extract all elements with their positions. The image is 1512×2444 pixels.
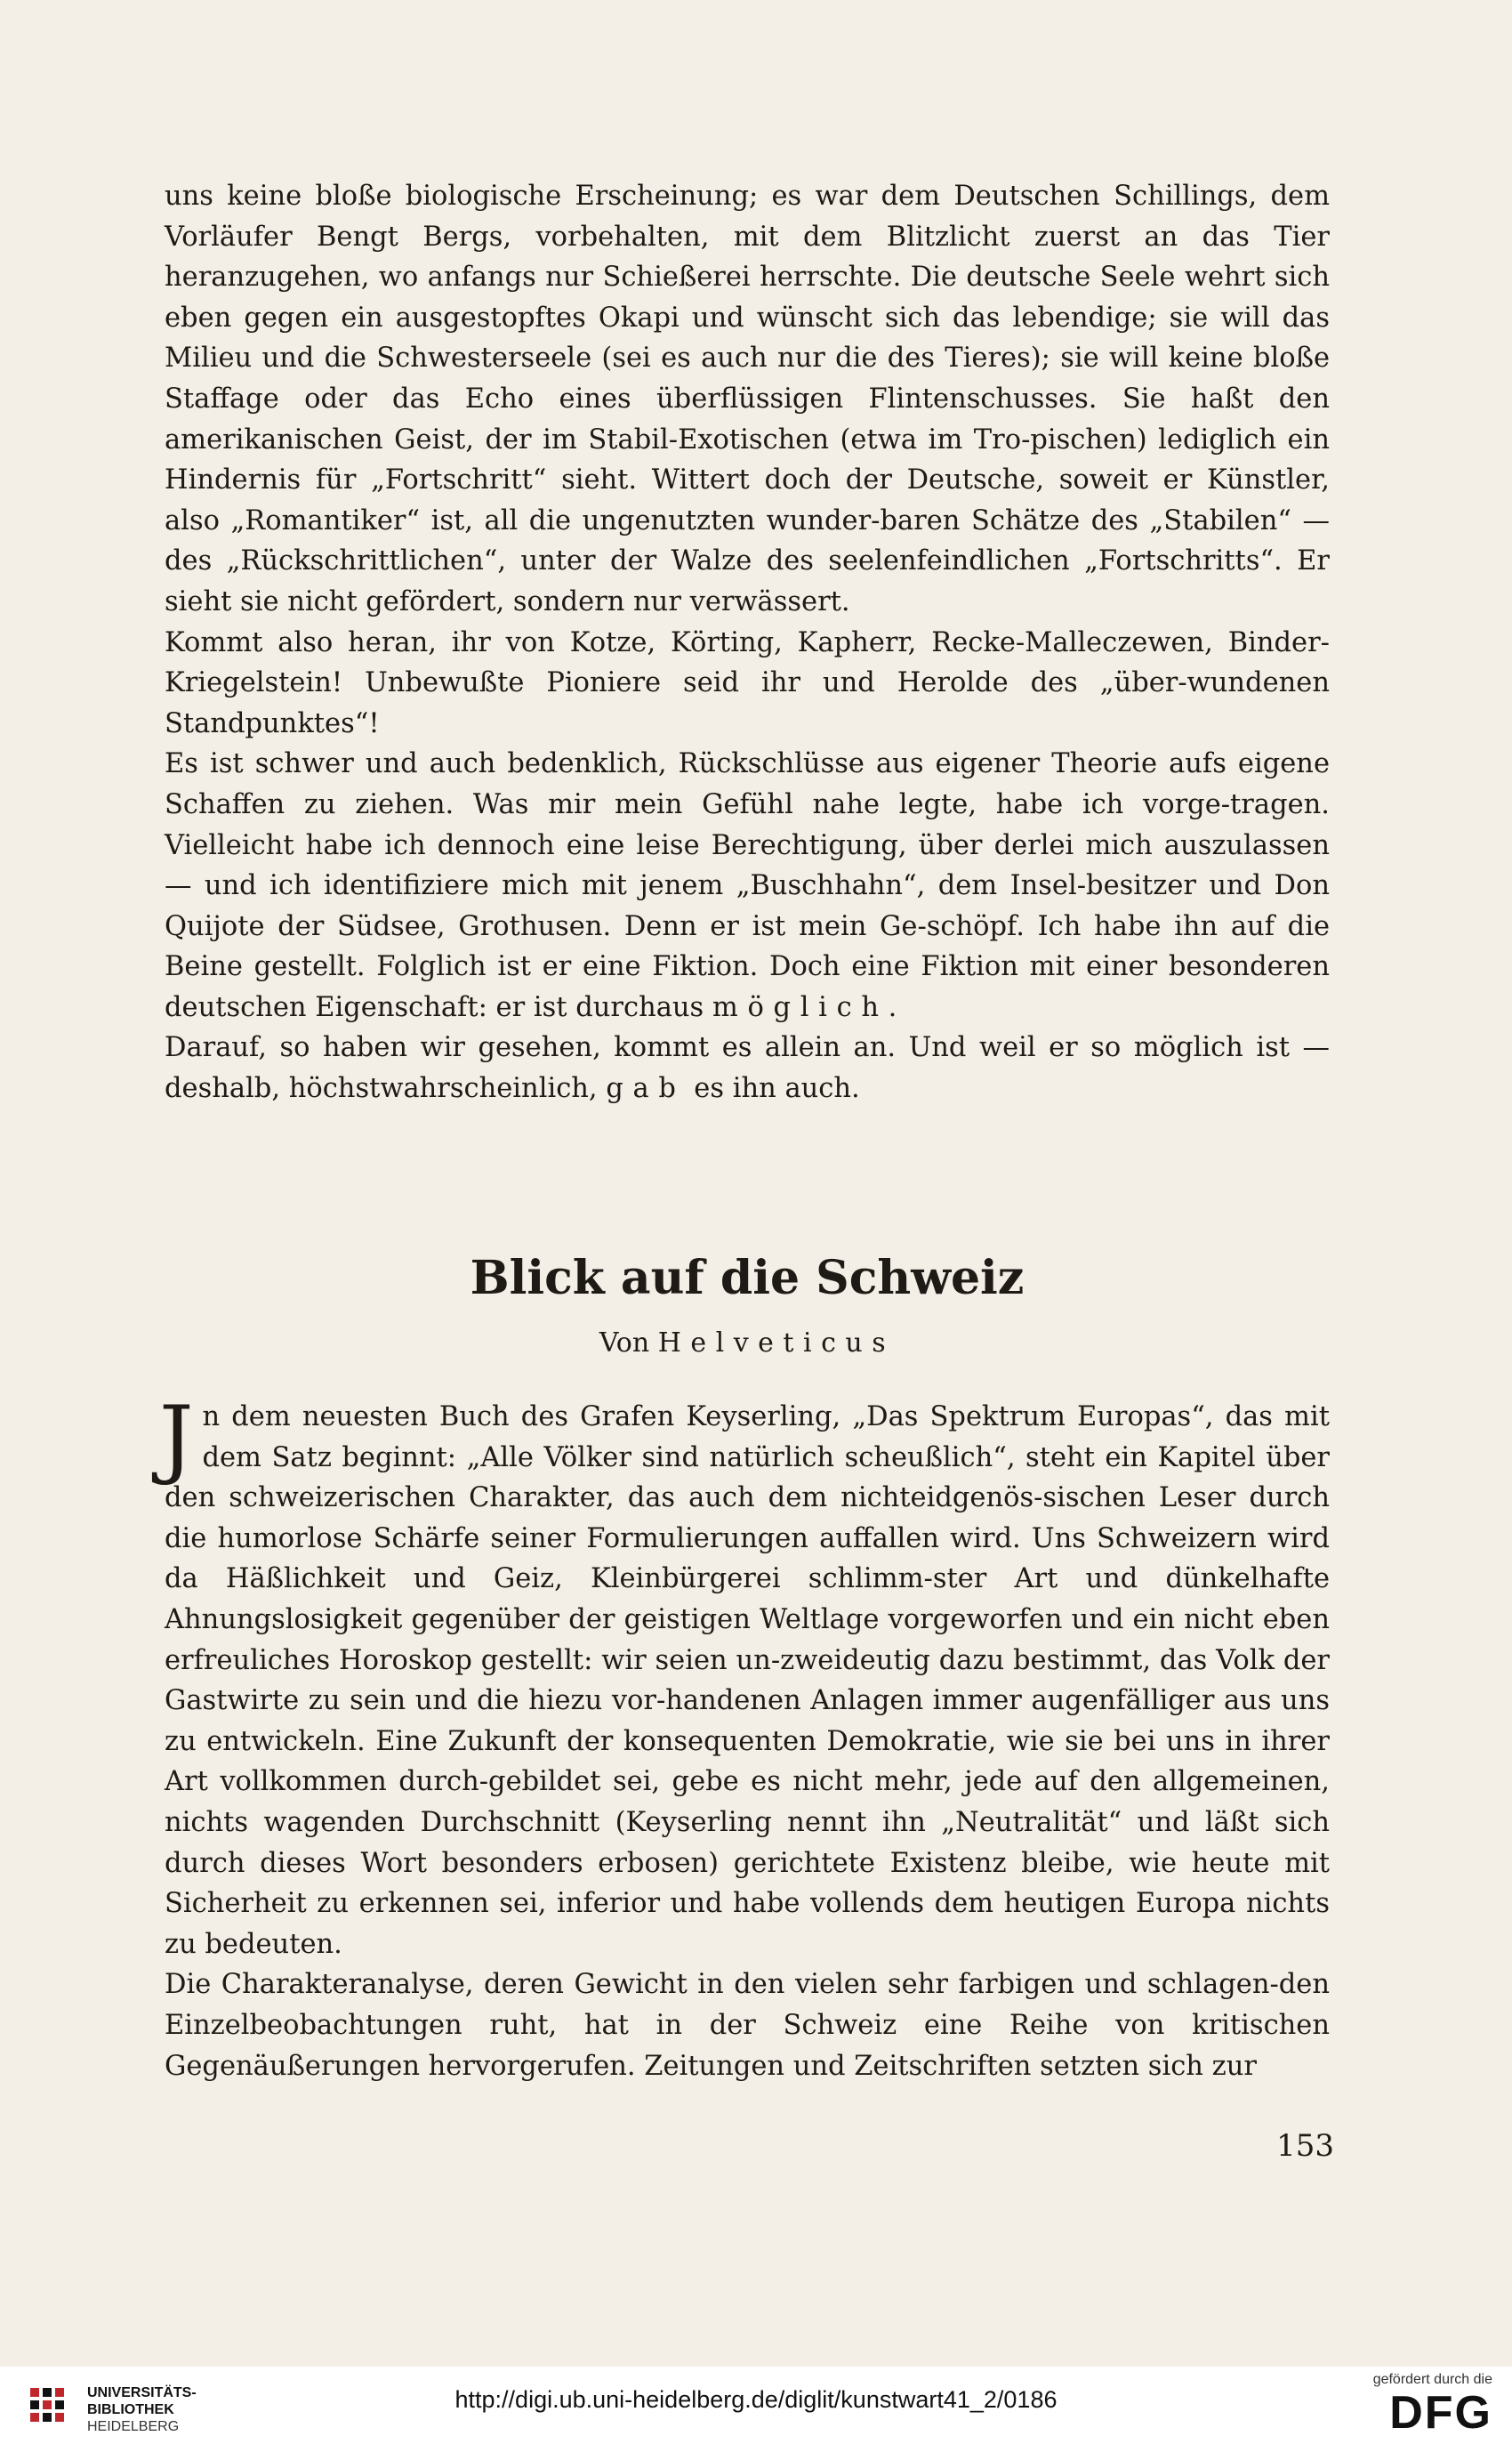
paragraph: Kommt also heran, ihr von Kotze, Körting, Kapherr, Recke-Malleczewen, Binder-Kriegelstein! Unbewußte Pioniere seid ihr und Herolde des „über-wundenen Standpunktes“! (165, 626, 1330, 739)
paragraph: Die Charakteranalyse, deren Gewicht in den vielen sehr farbigen und schlagen-den Einzelbeobachtungen ruht, hat in der Schweiz eine Reihe von kritischen Gegenäußerungen hervorgerufen. Zeitungen und Zeitschriften setzten sich zur (165, 1969, 1330, 2082)
library-name-line: UNIVERSITÄTS- (87, 2385, 197, 2400)
permalink-url[interactable]: http://digi.ub.uni-heidelberg.de/diglit/kunstwart41_2/0186 (454, 2386, 1058, 2413)
paragraph (165, 744, 1330, 1028)
previous-article-text (165, 176, 1330, 1109)
dfg-funding-logo (1315, 2372, 1492, 2440)
article-body (159, 1388, 1330, 2086)
library-name-line: BIBLIOTHEK (87, 2402, 174, 2417)
emphasized-word: möglich (712, 991, 889, 1023)
library-name-line: HEIDELBERG (87, 2419, 180, 2434)
digitization-footer (0, 2367, 1512, 2444)
paragraph (165, 1028, 1330, 1109)
paragraph: uns keine bloße biologische Erscheinung; es war dem Deutschen Schillings, dem Vorläufer Bengt Bergs, vorbehalten, mit dem Blitzlicht zuerst an das Tier heranzugehen, wo anfangs nur Schießerei herrschte. Die deutsche Seele wehrt sich eben gegen ein ausgestopftes Okapi und wünscht sich das lebendige; sie will das Milieu und die Schwesterseele (sei es auch nur die des Tieres); sie will keine bloße Staffage oder das Echo eines überflüssigen Flintenschusses. Sie haßt den amerikanischen Geist, der im Stabil-Exotischen (etwa im Tro-pischen) lediglich ein Hindernis für „Fortschritt“ sieht. Wittert doch der Deutsche, soweit er Künstler, also „Romantiker“ ist, all die ungenutzten wunder-baren Schätze des „Stabilen“ — des „Rückschrittlichen“, unter der Walze des seelenfeindlichen „Fortschritts“. Er sieht sie nicht gefördert, sondern nur verwässert. (165, 181, 1330, 617)
paragraph-text: . (888, 991, 897, 1023)
paragraph-text: Es ist schwer und auch bedenklich, Rückschlüsse aus eigener Theorie aufs eigene Schaffen zu ziehen. Was mir mein Gefühl nahe legte, habe ich vorge-tragen. Vielleicht habe ich dennoch eine leise Berechtigung, über derlei mich auszulassen — und ich identifiziere mich mit jenem „Buschhahn“, dem Insel-besitzer und Don Quijote der Südsee, Grothusen. Denn er ist mein Ge-schöpf. Ich habe ihn auf die Beine gestellt. Folglich ist er eine Fiktion. Doch eine Fiktion mit einer besonderen deutschen Eigenschaft: er ist durchaus (165, 748, 1330, 1023)
paragraph (159, 1388, 1330, 1964)
paragraph-text: n dem neuesten Buch des Grafen Keyserling, „Das Spektrum Europas“, das mit dem Satz beginnt: „Alle Völker sind natürlich scheußlich“, steht ein Kapitel über den schweizerischen Charakter, das auch dem nichteidgenös-sischen Leser durch die humorlose Schärfe seiner Formulierungen auffallen wird. Uns Schweizern wird da Häßlichkeit und Geiz, Kleinbürgerei schlimm-ster Art und dünkelhafte Ahnungslosigkeit gegenüber der geistigen Weltlage vorgeworfen und ein nicht eben erfreuliches Horoskop gestellt: wir seien un-zweideutig dazu bestimmt, das Volk der Gastwirte zu sein und die hiezu vor-handenen Anlagen immer augenfälliger aus uns zu entwickeln. Eine Zukunft der konsequenten Demokratie, wie sie bei uns in ihrer Art vollkommen durch-gebildet sei, gebe es nicht mehr, jede auf den allgemeinen, nichts wagenden Durchschnitt (Keyserling nennt ihn „Neutralität“ und läßt sich durch dieses Wort besonders erbosen) gerichtete Existenz bleibe, wie heute mit Sicherheit zu erkennen sei, inferior und habe vollends dem heutigen Europa nichts zu bedeuten. (165, 1401, 1330, 1960)
article-byline (165, 1326, 1330, 1361)
byline-prefix: Von (599, 1327, 650, 1359)
emphasized-word: gab (606, 1073, 686, 1105)
dfg-logo-text: DFG (1389, 2387, 1492, 2439)
paragraph-text: es ihn auch. (685, 1073, 860, 1105)
page-number: 153 (1276, 2128, 1334, 2164)
funded-by-text: gefördert durch die (1372, 2372, 1492, 2387)
paragraph-text: Darauf, so haben wir gesehen, kommt es allein an. Und weil er so möglich ist — deshalb, höchstwahrscheinlich, (165, 1032, 1330, 1105)
article-title: Blick auf die Schweiz (470, 1251, 1025, 1305)
byline-author: Helveticus (657, 1327, 896, 1359)
drop-cap: J (159, 1388, 194, 1488)
